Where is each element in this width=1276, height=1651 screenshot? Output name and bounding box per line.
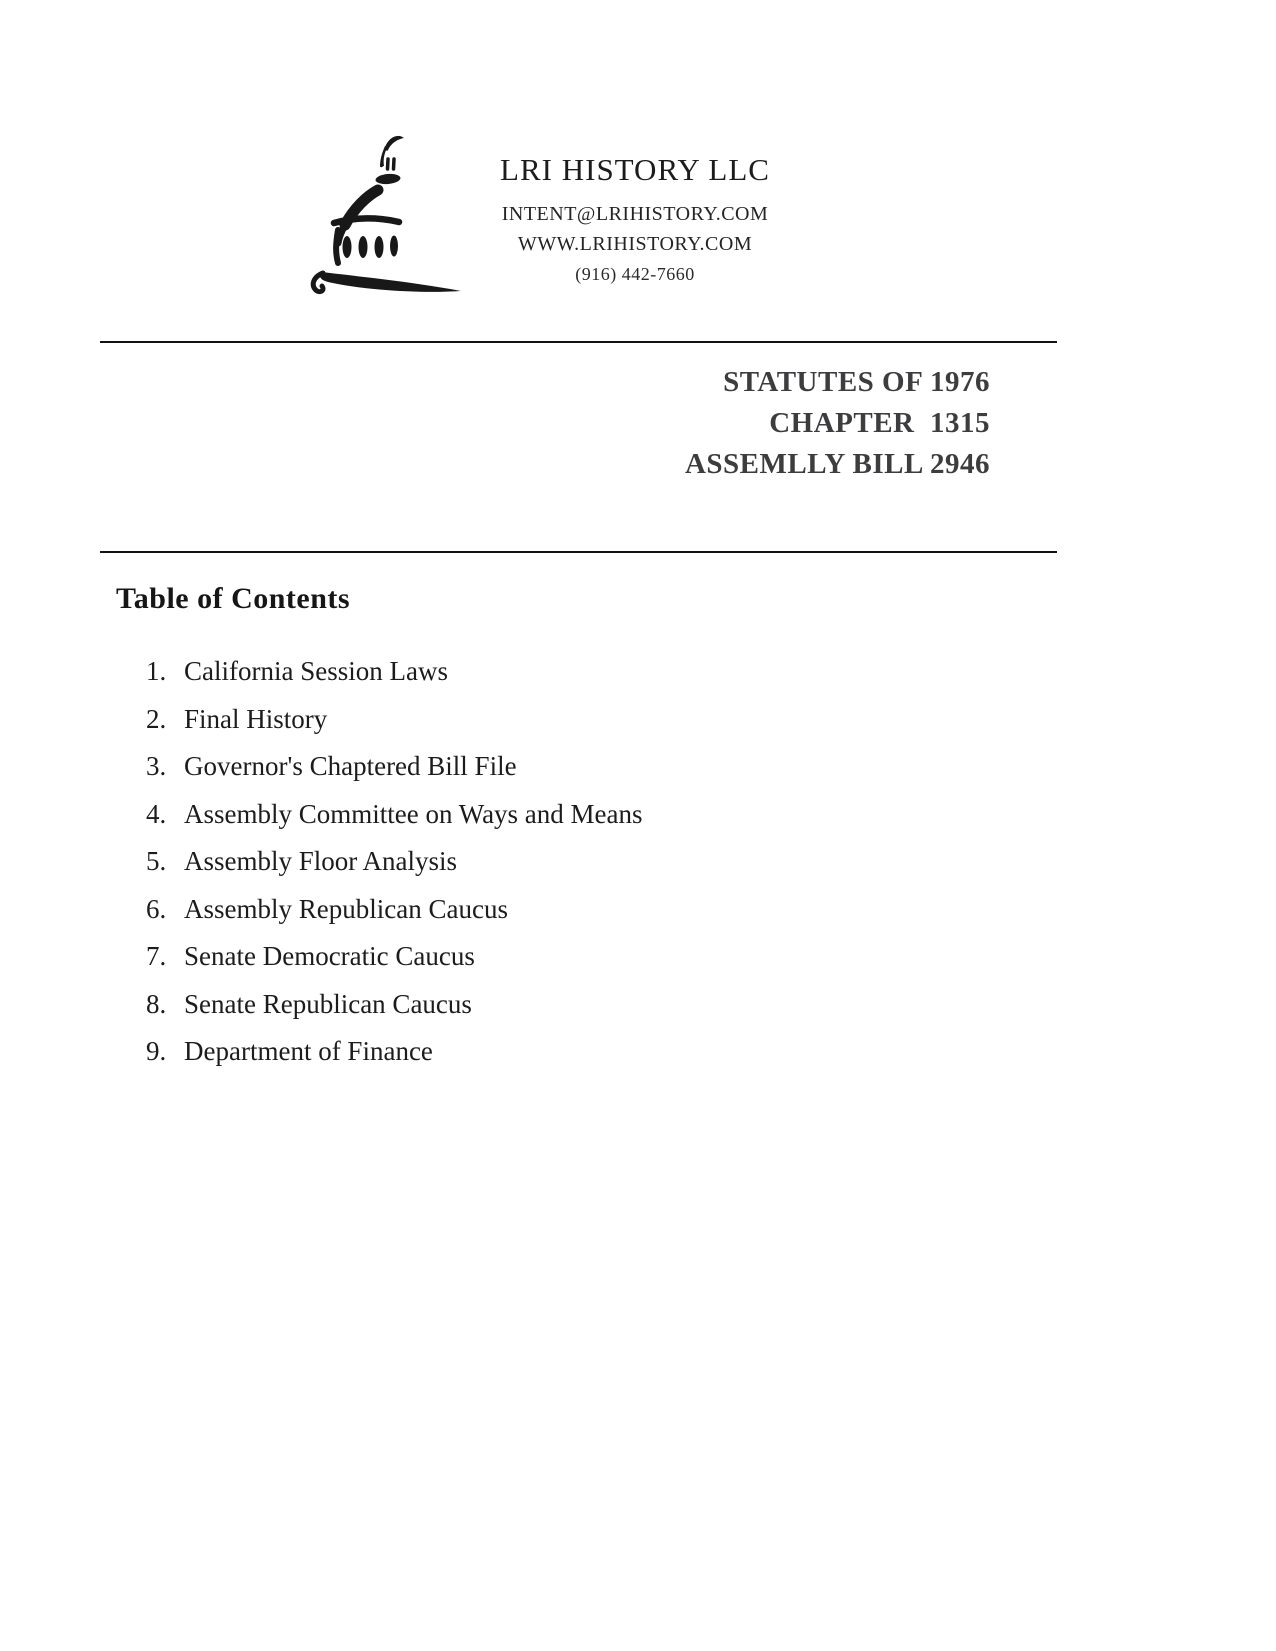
toc-item-number: 9. xyxy=(146,1036,167,1066)
toc-item-label: California Session Laws xyxy=(184,656,448,686)
toc-item-number: 4. xyxy=(146,798,167,829)
toc-item xyxy=(146,886,946,934)
toc-item xyxy=(146,696,946,744)
toc-item xyxy=(146,981,946,1029)
toc-item xyxy=(146,1028,946,1076)
toc-item-number: 6. xyxy=(146,893,167,924)
toc-item-label: Senate Republican Caucus xyxy=(184,988,472,1019)
company-name: LRI HISTORY LLC xyxy=(500,152,770,187)
toc-item-number: 1. xyxy=(146,656,167,686)
statutes-line: STATUTES OF 1976 xyxy=(723,366,990,398)
capitol-dome-icon xyxy=(298,126,473,306)
divider-bottom xyxy=(100,551,1057,553)
toc-item xyxy=(146,743,946,791)
toc-item xyxy=(146,648,946,696)
divider-top xyxy=(100,341,1057,343)
toc-item-number: 2. xyxy=(146,703,167,734)
toc-list xyxy=(146,648,946,1076)
toc-item-label: Assembly Committee on Ways and Means xyxy=(184,798,643,829)
statutes-title-block xyxy=(100,362,990,485)
company-phone: (916) 442-7660 xyxy=(575,264,695,284)
toc-item-label: Department of Finance xyxy=(184,1036,433,1066)
chapter-line: CHAPTER 1315 xyxy=(769,407,990,439)
toc-item-number: 7. xyxy=(146,941,167,971)
toc-item-number: 8. xyxy=(146,988,167,1019)
toc-item-label: Final History xyxy=(184,703,328,734)
company-email: INTENT@LRIHISTORY.COM xyxy=(501,203,769,225)
toc-item-label: Assembly Republican Caucus xyxy=(184,893,508,924)
toc-item xyxy=(146,791,946,839)
toc-heading: Table of Contents xyxy=(116,582,351,615)
toc-item-number: 5. xyxy=(146,846,167,876)
toc-item-label: Governor's Chaptered Bill File xyxy=(184,751,517,781)
toc-item-number: 3. xyxy=(146,751,167,781)
toc-item xyxy=(146,838,946,886)
toc-item-label: Assembly Floor Analysis xyxy=(184,846,458,876)
assembly-bill-line: ASSEMLLY BILL 2946 xyxy=(684,448,990,480)
toc-item xyxy=(146,933,946,981)
company-website: WWW.LRIHISTORY.COM xyxy=(517,233,753,255)
toc-item-label: Senate Democratic Caucus xyxy=(184,941,475,971)
letterhead xyxy=(494,150,776,289)
